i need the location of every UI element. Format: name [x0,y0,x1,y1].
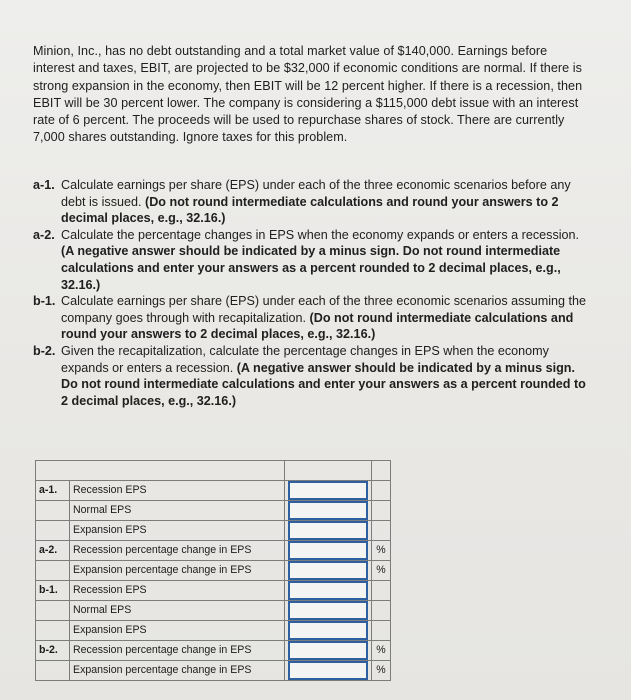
row-description: Expansion percentage change in EPS [70,560,285,580]
question-instructions: (Do not round intermediate calculations and round your answers to 2 decimal places, e.g., 32.16.) [61,310,574,342]
percent-sign [372,600,391,620]
row-part-label: a-2. [36,540,70,560]
question-a1 [33,177,593,227]
answer-input[interactable] [288,561,368,580]
percent-sign [372,480,391,500]
row-part-label: a-1. [36,480,70,500]
answer-table-header [36,461,391,481]
row-description: Recession percentage change in EPS [70,640,285,660]
percent-sign: % [372,560,391,580]
answer-input[interactable] [288,481,368,500]
answer-input[interactable] [288,661,368,680]
question-label: a-1. [33,178,55,192]
question-b1 [33,293,593,343]
percent-sign: % [372,640,391,660]
row-part-label [36,620,70,640]
row-part-label [36,660,70,680]
question-instructions: (A negative answer should be indicated by a minus sign. Do not round intermediate calculations and enter your answers as a percent rounded to 2 decimal places, e.g., 32.16.) [61,360,586,408]
answer-input[interactable] [288,601,368,620]
row-description: Recession EPS [70,580,285,600]
question-list [33,177,593,409]
row-description: Expansion EPS [70,520,285,540]
question-instructions: (A negative answer should be indicated by a minus sign. Do not round intermediate calculations and enter your answers as a percent rounded to 2 decimal places, e.g., 32.16.) [61,244,561,292]
row-part-label [36,600,70,620]
table-row [36,520,391,540]
question-label: b-1. [33,294,56,309]
question-text: Calculate the percentage changes in EPS when the economy expands or enters a recession. [61,227,580,242]
row-description: Normal EPS [70,500,285,520]
table-row [36,560,391,580]
percent-sign: % [372,540,391,560]
table-row [36,500,391,520]
percent-sign [372,500,391,520]
row-part-label [36,500,70,520]
row-part-label: b-2. [36,640,70,660]
table-row [36,480,391,500]
question-a2 [33,227,593,293]
row-description: Recession percentage change in EPS [70,540,285,560]
row-description: Expansion percentage change in EPS [70,660,285,680]
answer-input[interactable] [288,641,368,660]
question-instructions: (Do not round intermediate calculations and round your answers to 2 decimal places, e.g., 32.16.) [61,194,559,226]
table-row [36,660,391,680]
question-label: a-2. [33,227,55,242]
row-description: Normal EPS [70,600,285,620]
answer-input[interactable] [288,501,368,520]
percent-sign: % [372,660,391,680]
question-b2 [33,343,593,409]
question-text: Calculate earnings per share (EPS) under each of the three economic scenarios before any debt is issued. [61,178,571,209]
table-row [36,600,391,620]
table-row [36,580,391,600]
question-text: Given the recapitalization, calculate the percentage changes in EPS when the economy expands or enters a recession. [61,343,549,375]
question-label: b-2. [33,343,56,358]
question-text: Calculate earnings per share (EPS) under each of the three economic scenarios assuming the company goes through with recapitalization. [61,294,587,325]
answer-input[interactable] [288,541,368,560]
percent-sign [372,520,391,540]
answer-table [35,460,391,681]
table-row [36,540,391,560]
answer-input[interactable] [288,581,368,600]
answer-input[interactable] [288,521,368,540]
row-part-label [36,520,70,540]
percent-sign [372,620,391,640]
answer-input[interactable] [288,621,368,640]
row-description: Expansion EPS [70,620,285,640]
percent-sign [372,580,391,600]
row-description: Recession EPS [70,480,285,500]
table-row [36,640,391,660]
table-row [36,620,391,640]
row-part-label: b-1. [36,580,70,600]
row-part-label [36,560,70,580]
problem-statement: Minion, Inc., has no debt outstanding and a total market value of $140,000. Earnings before interest and taxes, EBIT, are projected to be $32,000 if economic conditions are normal. If there is strong expansion in the economy, then EBIT will be 12 percent higher. If there is a recession, then EBIT will be 30 percent lower. The company is considering a $115,000 debt issue with an interest rate of 6 percent. The proceeds will be used to repurchase shares of stock. There are currently 7,000 shares outstanding. Ignore taxes for this problem. [33,44,583,145]
